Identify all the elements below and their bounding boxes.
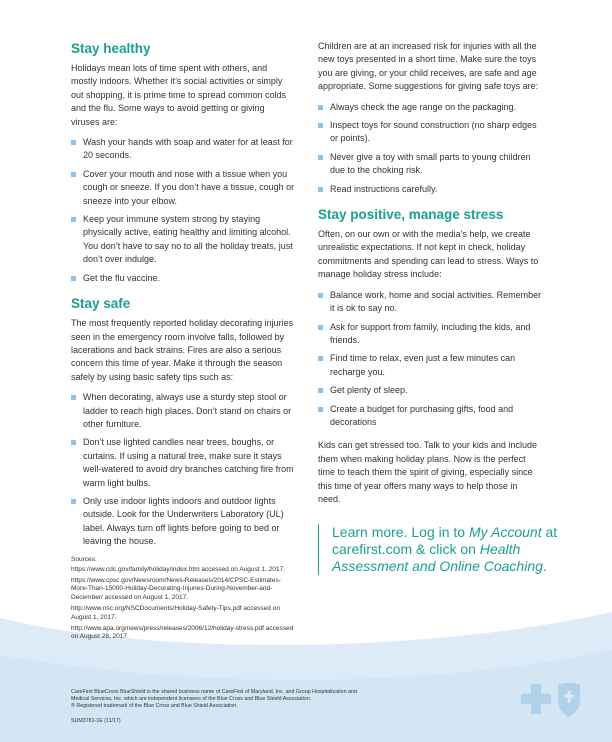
sources-title: Sources: <box>71 555 97 563</box>
bullet-square-icon <box>318 187 323 192</box>
stay-positive-intro: Often, on our own or with the media’s help, we create unrealistic expectations. If not kept in check, holiday commitments and spending can lead to stress. Ways to manage holiday stress include: <box>318 229 539 280</box>
bullet-square-icon <box>71 276 76 281</box>
my-account-link[interactable]: My Account <box>468 524 542 540</box>
list-item: Always check the age range on the packaging. <box>318 101 542 114</box>
list-item: Create a budget for purchasing gifts, food and decorations <box>318 403 542 430</box>
stay-positive-list <box>318 289 542 430</box>
list-item: Find time to relax, even just a few minutes can recharge you. <box>318 352 542 379</box>
health-assessment-link[interactable]: Health Assessment and Online Coaching <box>332 541 543 574</box>
list-item: Cover your mouth and nose with a tissue when you cough or sneeze. If you don’t have a tissue, cough or sneeze into your elbow. <box>71 168 295 208</box>
list-item: Wash your hands with soap and water for at least for 20 seconds. <box>71 136 295 163</box>
list-item: Never give a toy with small parts to young children due to the choking risk. <box>318 151 542 178</box>
bullet-square-icon <box>318 356 323 361</box>
list-item: Don’t use lighted candles near trees, boughs, or curtains. If using a natural tree, make sure it stays well-watered to avoid dry branches catching fire from warm light bulbs. <box>71 436 295 490</box>
bullet-square-icon <box>318 325 323 330</box>
toys-intro: Children are at an increased risk for injuries with all the new toys presented in a short time. Make sure the toys you are giving, or your child receives, are safe and age appropriate. Some suggestions for giving safe toys are: <box>318 41 539 92</box>
bullet-square-icon <box>71 440 76 445</box>
bullet-square-icon <box>318 123 323 128</box>
list-item: Only use indoor lights indoors and outdoor lights outside. Look for the Underwriters Laboratory (UL) label. Always turn off lights before going to bed or leaving the house. <box>71 495 295 549</box>
stay-safe-list <box>71 391 295 548</box>
stay-healthy-intro: Holidays mean lots of time spent with others, and mostly indoors. Whether it’s social activities or simply out shopping, it is prime time to spread common colds and the flu. Some ways to avoid getting or giving viruses are: <box>71 63 287 127</box>
stay-safe-heading: Stay safe <box>71 296 131 312</box>
right-column <box>318 40 542 513</box>
stay-positive-closing: Kids can get stressed too. Talk to your kids and include them when making holiday plans. Now is the perfect time to teach them the spirit of giving, especially since this time of year offers many ways to help those in need. <box>318 440 537 504</box>
learn-more-callout: Learn more. Log in to My Account at carefirst.com & click on Health Assessment and Online Coaching. <box>318 524 582 575</box>
list-item: When decorating, always use a sturdy step stool or ladder to reach high places. Don’t stand on chairs or other furniture. <box>71 391 295 431</box>
source-item: http://www.apa.org/news/press/releases/2006/12/holiday-stress.pdf accessed on August 28, 2017. <box>71 625 294 641</box>
stay-healthy-list <box>71 136 295 285</box>
source-item: https://www.cpsc.gov/Newsroom/News-Releases/2014/CPSC-Estimates-More-Than-15000-Holiday-Decorating-Injuries-During-November-and-December/ accessed on August 1, 2017. <box>71 577 281 601</box>
sources <box>71 555 295 642</box>
stay-safe-intro: The most frequently reported holiday decorating injuries seen in the emergency room involve falls, followed by lacerations and back strains. Fires are also a serious concern this time of year. Make it through the season safely by using basic safety tips such as: <box>71 318 294 382</box>
bullet-square-icon <box>71 395 76 400</box>
bullet-square-icon <box>71 172 76 177</box>
list-item: Inspect toys for sound construction (no sharp edges or points). <box>318 119 542 146</box>
bullet-square-icon <box>318 105 323 110</box>
source-item: http://www.nsc.org/NSCDocuments/Holiday-Safety-Tips.pdf accessed on August 1, 2017. <box>71 605 280 621</box>
bullet-square-icon <box>71 217 76 222</box>
stay-healthy-heading: Stay healthy <box>71 41 151 56</box>
blue-shield-logo-icon <box>558 683 580 717</box>
bullet-square-icon <box>318 293 323 298</box>
footer-disclaimer: CareFirst BlueCross BlueShield is the shared business name of CareFirst of Maryland, Inc. and Group Hospitalization and Medical Services, Inc. which are independent licensees of the Blue Cross and Blue Shield Association. ® Registered trademark of the Blue Cross and Blue Shield Association. <box>71 689 357 709</box>
stay-positive-heading: Stay positive, manage stress <box>318 207 504 223</box>
left-column <box>71 40 295 645</box>
bullet-square-icon <box>71 140 76 145</box>
bullet-square-icon <box>318 155 323 160</box>
list-item: Keep your immune system strong by staying physically active, eating healthy and limiting alcohol. You don’t have to say no to all the holiday treats, just don’t over indulge. <box>71 213 295 267</box>
logos <box>520 680 584 725</box>
document-code: SUM3781-1E (11/17) <box>71 718 121 724</box>
toys-list <box>318 101 542 196</box>
list-item: Get plenty of sleep. <box>318 384 542 397</box>
list-item: Balance work, home and social activities. Remember it is ok to say no. <box>318 289 542 316</box>
bullet-square-icon <box>318 407 323 412</box>
bullet-square-icon <box>71 499 76 504</box>
list-item: Ask for support from family, including the kids, and friends. <box>318 321 542 348</box>
bullet-square-icon <box>318 388 323 393</box>
list-item: Get the flu vaccine. <box>71 272 295 285</box>
source-item: https://www.cdc.gov/family/holiday/index.htm accessed on August 1, 2017. <box>71 565 285 573</box>
list-item: Read instructions carefully. <box>318 183 542 196</box>
blue-cross-logo-icon <box>521 684 551 714</box>
